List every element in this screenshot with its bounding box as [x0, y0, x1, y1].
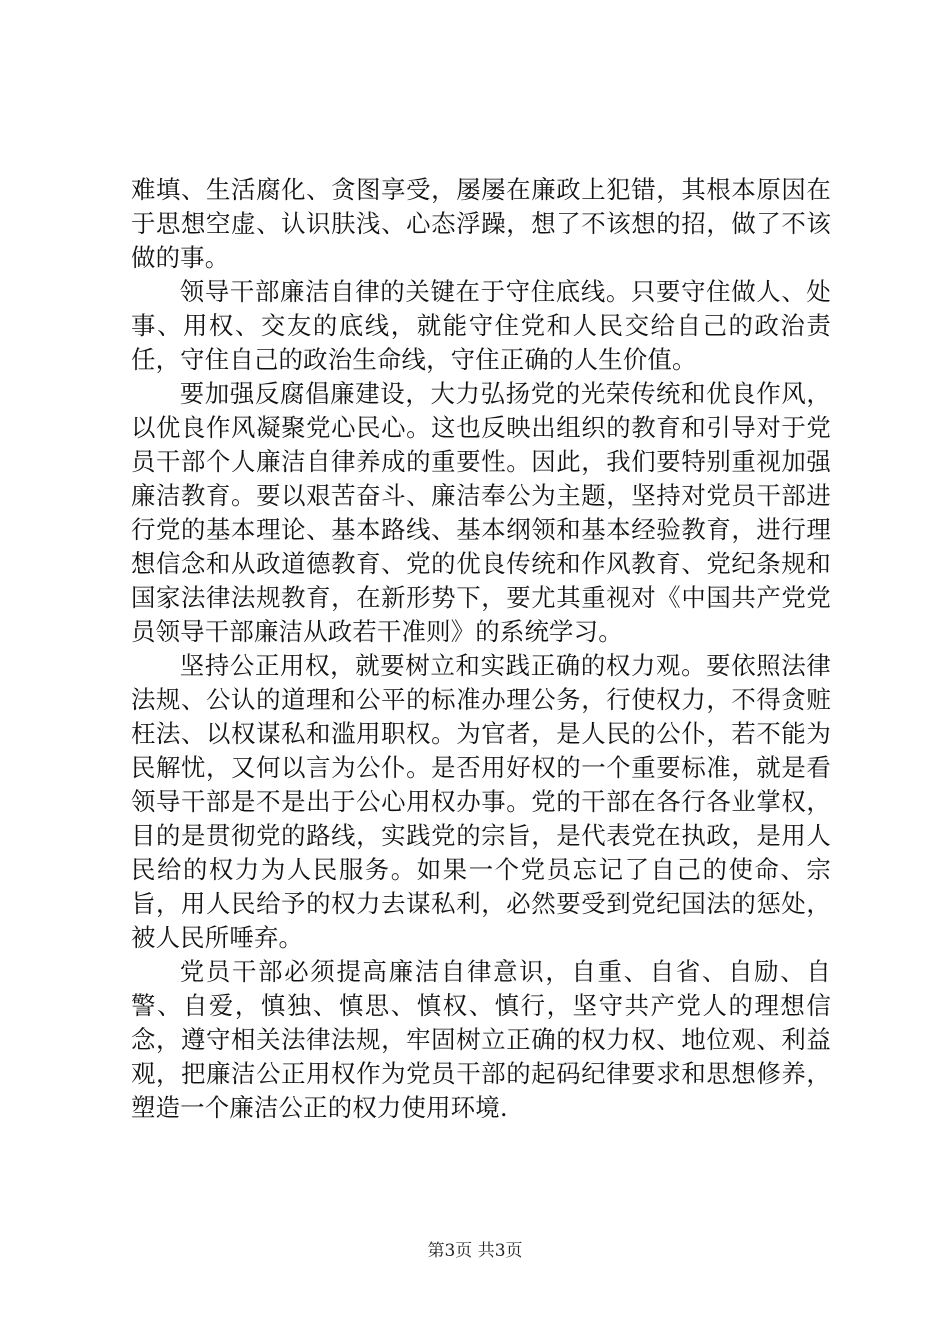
page-number-footer: 第3页 共3页 [427, 1241, 523, 1261]
paragraph-self-discipline: 党员干部必须提高廉洁自律意识，自重、自省、自励、自警、自爱，慎独、慎思、慎权、慎行，坚守共产党人的理想信念，遵守相关法律法规，牢固树立正确的权力权、地位观、利益观，把廉洁公正用权作为党员干部的起码纪律要求和思想修养，塑造一个廉洁公正的权力使用环境. [131, 957, 831, 1122]
document-body [131, 173, 831, 1125]
paragraph-continuation: 难填、生活腐化、贪图享受，屡屡在廉政上犯错，其根本原因在于思想空虚、认识肤浅、心态浮躁，想了不该想的招，做了不该做的事。 [131, 175, 831, 272]
paragraph-integrity-education: 要加强反腐倡廉建设，大力弘扬党的光荣传统和优良作风，以优良作风凝聚党心民心。这也反映出组织的教育和引导对于党员干部个人廉洁自律养成的重要性。因此，我们要特别重视加强廉洁教育。要以艰苦奋斗、廉洁奉公为主题，坚持对党员干部进行党的基本理论、基本路线、基本纲领和基本经验教育，进行理想信念和从政道德教育、党的优良传统和作风教育、党纪条规和国家法律法规教育，在新形势下，要尤其重视对《中国共产党党员领导干部廉洁从政若干准则》的系统学习。 [131, 379, 831, 646]
paragraph-bottom-line: 领导干部廉洁自律的关键在于守住底线。只要守住做人、处事、用权、交友的底线，就能守住党和人民交给自己的政治责任，守住自己的政治生命线，守住正确的人生价值。 [131, 277, 831, 374]
paragraph-fair-use-of-power: 坚持公正用权，就要树立和实践正确的权力观。要依照法律法规、公认的道理和公平的标准办理公务，行使权力，不得贪赃枉法、以权谋私和滥用职权。为官者，是人民的公仆，若不能为民解忧，又何以言为公仆。是否用好权的一个重要标准，就是看领导干部是不是出于公心用权办事。党的干部在各行各业掌权，目的是贯彻党的路线，实践党的宗旨，是代表党在执政，是用人民给的权力为人民服务。如果一个党员忘记了自己的使命、宗旨，用人民给予的权力去谋私利，必然要受到党纪国法的惩处，被人民所唾弃。 [131, 651, 831, 952]
